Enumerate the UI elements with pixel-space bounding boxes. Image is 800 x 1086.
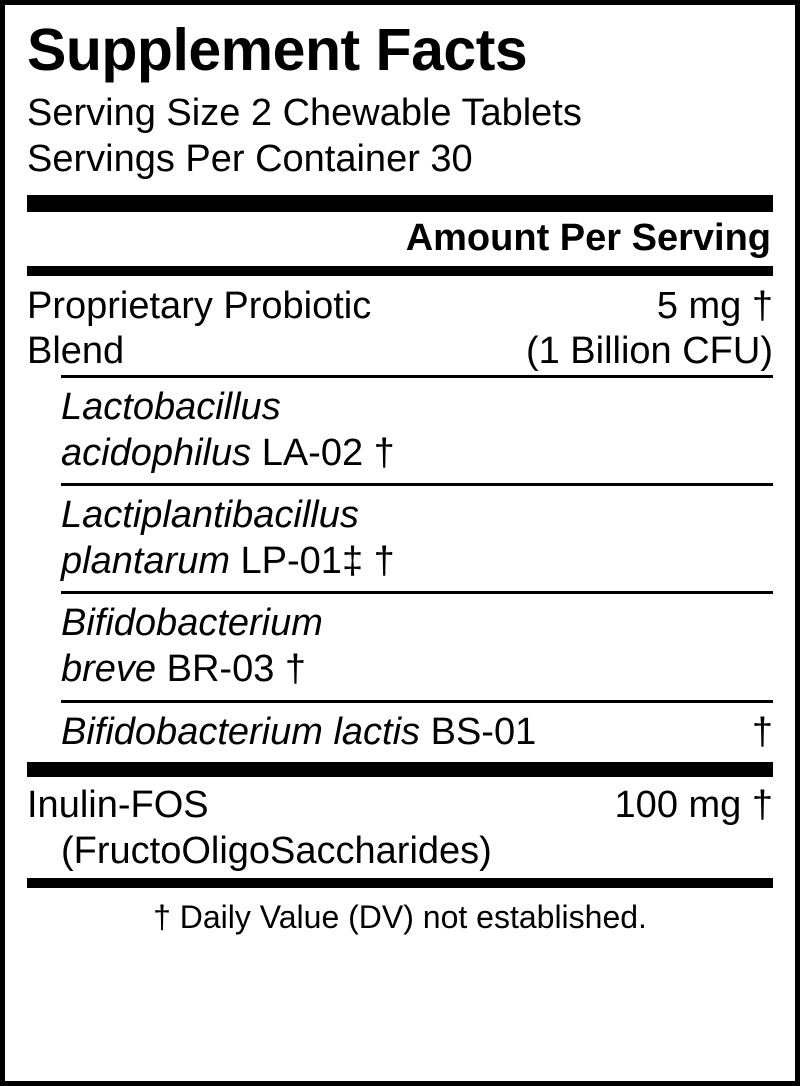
strain-species: plantarum: [61, 539, 230, 582]
inulin-subtitle: (FructoOligoSaccharides): [61, 829, 492, 872]
inulin-name: Inulin-FOS: [27, 784, 209, 827]
inulin-row: [27, 777, 773, 829]
serving-size-text: Serving Size 2 Chewable Tablets: [27, 92, 582, 134]
strain-species: breve: [61, 647, 157, 690]
strain-genus: Lactobacillus: [61, 385, 281, 428]
daily-value-footnote: † Daily Value (DV) not established.: [153, 899, 647, 936]
strain-code: LP-01‡ †: [229, 539, 395, 582]
proprietary-blend-cfu: (1 Billion CFU): [525, 330, 773, 373]
strain-dagger: †: [751, 710, 773, 753]
divider-medium-bottom: [27, 878, 773, 888]
strain-species: acidophilus: [61, 431, 252, 474]
proprietary-blend-amount: 5 mg †: [656, 284, 773, 327]
proprietary-blend-row-2: [27, 329, 773, 375]
strain-item: [27, 703, 773, 763]
strain-item: [27, 486, 773, 591]
divider-thick-mid: [27, 762, 773, 777]
proprietary-blend-row-1: [27, 276, 773, 330]
strain-code: LA-02 †: [251, 431, 395, 474]
strain-genus: Lactiplantibacillus: [61, 494, 359, 537]
strain-genus-species: Bifidobacterium lactis: [61, 710, 421, 753]
inulin-amount: 100 mg †: [614, 784, 773, 827]
divider-medium-under-header: [27, 266, 773, 276]
strain-genus: Bifidobacterium: [61, 602, 323, 645]
page-title: Supplement Facts: [27, 17, 528, 83]
strain-item: [27, 594, 773, 699]
strain-code: BR-03 †: [156, 647, 307, 690]
divider-thick-top: [27, 195, 773, 212]
strain-code: BS-01: [420, 710, 537, 753]
proprietary-blend-name-line1: Proprietary Probiotic: [27, 284, 372, 327]
amount-per-serving-header: Amount Per Serving: [405, 216, 771, 259]
servings-per-container-text: Servings Per Container 30: [27, 138, 473, 181]
strain-item: [27, 378, 773, 483]
proprietary-blend-name-line2: Blend: [27, 330, 125, 373]
